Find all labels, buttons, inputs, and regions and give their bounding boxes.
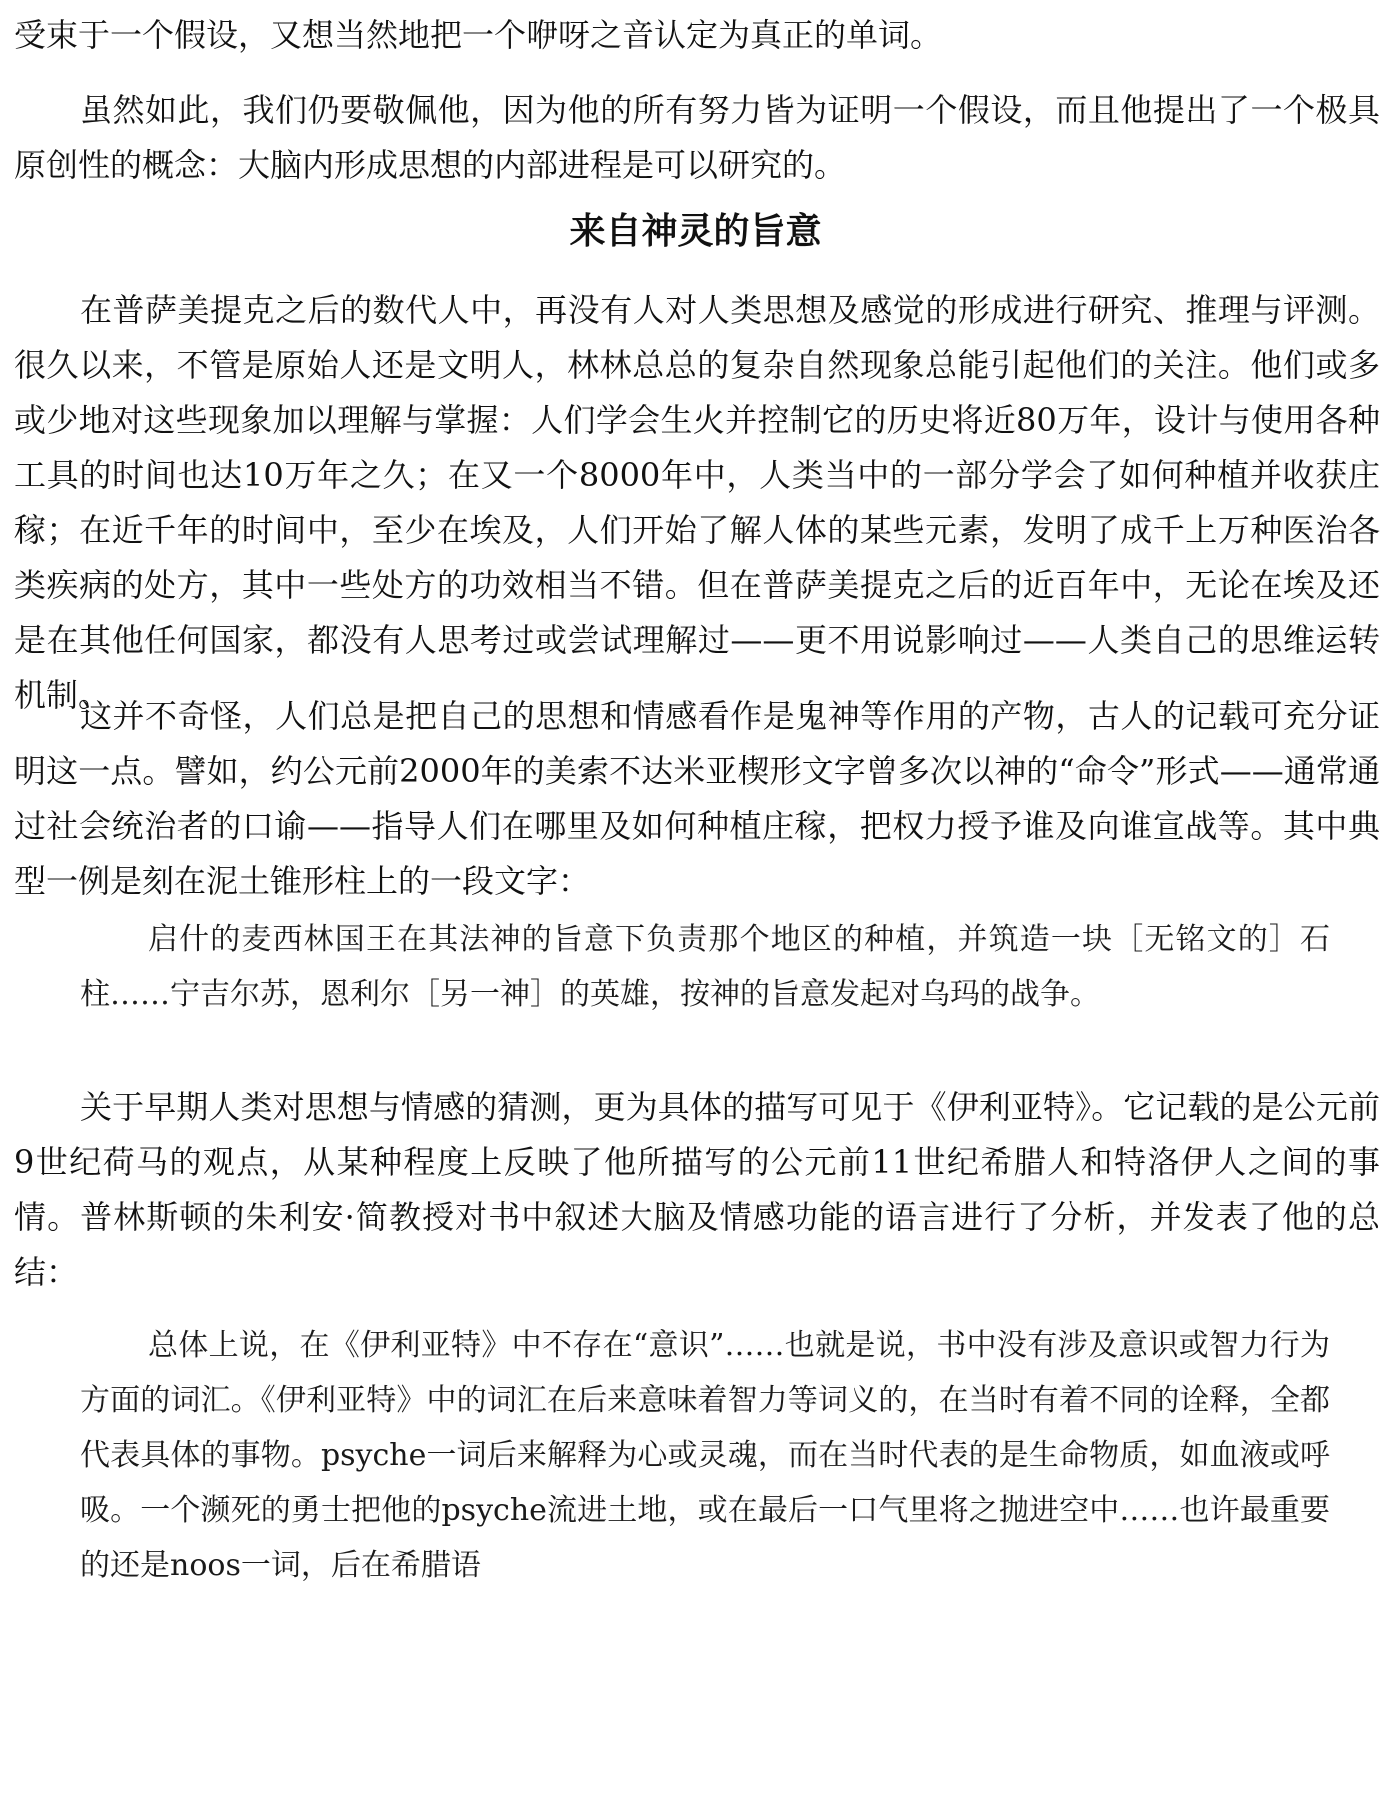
quote-cuneiform-text: 启什的麦西林国王在其法神的旨意下负责那个地区的种植，并筑造一块［无铭文的］石柱……宁吉尔苏，恩利尔［另一神］的英雄，按神的旨意发起对乌玛的战争。 xyxy=(80,922,1330,1012)
paragraph-continuation: 受束于一个假设，又想当然地把一个咿呀之音认定为真正的单词。 xyxy=(14,16,943,54)
paragraph-iliad: 关于早期人类对思想与情感的猜测，更为具体的描写可见于《伊利亚特》。它记载的是公元前9世纪荷马的观点，从某种程度上反映了他所描写的公元前11世纪希腊人和特洛伊人之间的事情。普林斯顿的朱利安·简教授对书中叙述大脑及情感功能的语言进行了分析，并发表了他的总结： xyxy=(14,1088,1380,1291)
paragraph-history: 在普萨美提克之后的数代人中，再没有人对人类思想及感觉的形成进行研究、推理与评测。很久以来，不管是原始人还是文明人，林林总总的复杂自然现象总能引起他们的关注。他们或多或少地对这些现象加以理解与掌握：人们学会生火并控制它的历史将近80万年，设计与使用各种工具的时间也达10万年之久；在又一个8000年中，人类当中的一部分学会了如何种植并收获庄稼；在近千年的时间中，至少在埃及，人们开始了解人体的某些元素，发明了成千上万种医治各类疾病的处方，其中一些处方的功效相当不错。但在普萨美提克之后的近百年中，无论在埃及还是在其他任何国家，都没有人思考过或尝试理解过——更不用说影响过——人类自己的思维运转机制。 xyxy=(14,291,1380,714)
quote-jaynes-summary: 总体上说，在《伊利亚特》中不存在“意识”……也就是说，书中没有涉及意识或智力行为方面的词汇。《伊利亚特》中的词汇在后来意味着智力等词义的，在当时有着不同的诠释，全都代表具体的事物。psyche一词后来解释为心或灵魂，而在当时代表的是生命物质，如血液或呼吸。一个濒死的勇士把他的psyche流进土地，或在最后一口气里将之抛进空中……也许最重要的还是noos一词，后在希腊语 xyxy=(80,1328,1330,1583)
section-heading: 来自神灵的旨意 xyxy=(569,211,822,252)
paragraph-admiration: 虽然如此，我们仍要敬佩他，因为他的所有努力皆为证明一个假设，而且他提出了一个极具原创性的概念：大脑内形成思想的内部进程是可以研究的。 xyxy=(14,91,1380,184)
paragraph-cuneiform: 这并不奇怪，人们总是把自己的思想和情感看作是鬼神等作用的产物，古人的记载可充分证明这一点。譬如，约公元前2000年的美索不达米亚楔形文字曾多次以神的“命令”形式——通常通过社会统治者的口谕——指导人们在哪里及如何种植庄稼，把权力授予谁及向谁宣战等。其中典型一例是刻在泥土锥形柱上的一段文字： xyxy=(14,697,1380,900)
